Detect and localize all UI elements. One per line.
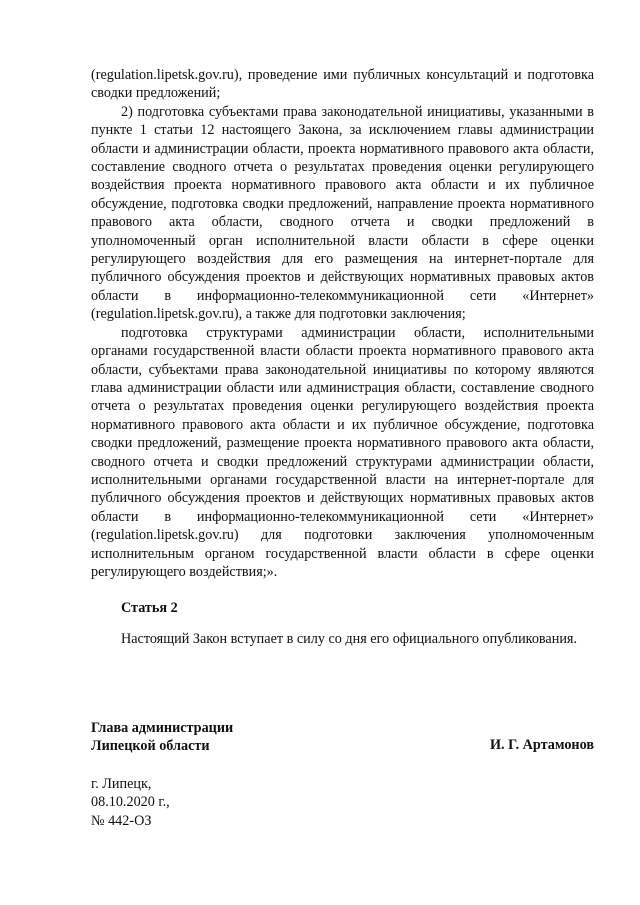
meta-place: г. Липецк, bbox=[91, 776, 152, 792]
meta-number: № 442-ОЗ bbox=[91, 812, 152, 829]
signatory-title-line1: Глава администрации bbox=[91, 720, 234, 736]
meta-date: 08.10.2020 г., bbox=[91, 794, 170, 811]
paragraph-structures: подготовка структурами администрации области, исполнительными органами государственной власти области проекта нормативного правового акта области, субъектами права законодательной инициативы по которому являются глава администрации области или администрация области, составление сводного отчета о результатах проведения оценки регулирующего воздействия проекта нормативного правового акта области и их публичное обсуждение, подготовка сводки предложений, размещение проекта нормативного правового акта области, сводного отчета и сводки предложений структурами администрации области, исполнительными органами государственной власти на интернет-портале для публичного обсуждения проектов и действующих нормативных правовых актов области в информационно-телекоммуникационной сети «Интернет» (regulation.lipetsk.gov.ru) для подготовки заключения уполномоченным исполнительным органом государственной власти области в сфере оценки регулирующего воздействия;». bbox=[91, 324, 594, 580]
paragraph-continuation: (regulation.lipetsk.gov.ru), проведение ими публичных консультаций и подготовка сводки предложений; bbox=[91, 67, 594, 102]
article-text: Настоящий Закон вступает в силу со дня его официального опубликования. bbox=[121, 631, 577, 647]
signatory-title bbox=[91, 719, 233, 756]
article-heading: Статья 2 bbox=[121, 600, 178, 616]
document-meta bbox=[91, 775, 170, 830]
law-body-text bbox=[91, 66, 594, 581]
paragraph-item-2: 2) подготовка субъектами права законодательной инициативы, указанными в пункте 1 статьи 12 настоящего Закона, за исключением главы администрации области и администрации области, проекта нормативного правового акта области, составление сводного отчета о результатах проведения оценки регулирующего воздействия проекта нормативного правового акта области и их публичное обсуждение, подготовка сводки предложений, направление проекта нормативного правового акта области, сводного отчета и сводки предложений в уполномоченный орган исполнительной власти области в сфере оценки регулирующего воздействия для его размещения на интернет-портале для публичного обсуждения проектов и действующих нормативных правовых актов области в информационно-телекоммуникационной сети «Интернет» (regulation.lipetsk.gov.ru), а также для подготовки заключения; bbox=[91, 103, 594, 323]
signatory-title-line2: Липецкой области bbox=[91, 738, 210, 755]
signatory-name: И. Г. Артамонов bbox=[490, 737, 594, 753]
